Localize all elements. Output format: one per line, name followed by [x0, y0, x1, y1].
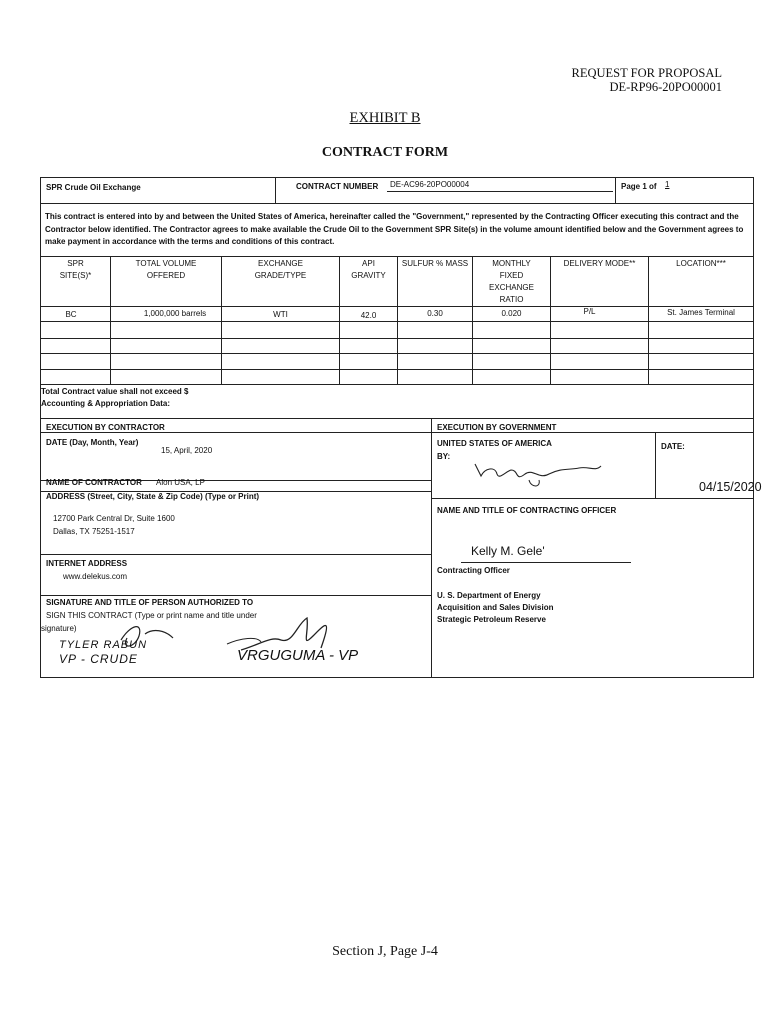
cell-sulfur: 0.30: [427, 309, 443, 318]
dept-line1: U. S. Department of Energy: [437, 591, 541, 600]
government-signature: [469, 458, 609, 492]
cell-grade: WTI: [273, 310, 288, 319]
handwritten-second-signer: VRGUGUMA - VP: [237, 647, 359, 664]
government-usa: UNITED STATES OF AMERICA: [437, 439, 552, 448]
col-header-ratio: MONTHLY FIXED EXCHANGE RATIO: [489, 259, 534, 304]
rfp-header-line1: REQUEST FOR PROPOSAL: [571, 66, 722, 80]
col-header-grade: EXCHANGE GRADE/TYPE: [254, 259, 307, 280]
dept-line3: Strategic Petroleum Reserve: [437, 615, 546, 624]
exhibit-title: EXHIBIT B: [349, 110, 421, 126]
rfp-header: [571, 66, 722, 94]
contract-intro-text: This contract is entered into by and between the United States of America, hereinafter called the "Government," represented by the Contracting Officer executing this contract and the Contractor below identified. The Contractor agrees to make available the Crude Oil to the Government SPR Site(s) in the volume amount identified below and the Government agrees to make payment in accordance with the terms and conditions of this contract.: [45, 212, 744, 246]
cell-volume: 1,000,000 barrels: [143, 309, 207, 318]
contractor-name-label: NAME OF CONTRACTOR: [46, 478, 142, 487]
exchange-name: SPR Crude Oil Exchange: [46, 183, 141, 192]
government-date-value: 04/15/2020: [699, 480, 762, 494]
page-label: Page 1 of: [621, 182, 657, 191]
signature-label-line2: SIGN THIS CONTRACT (Type or print name and title under: [46, 611, 257, 620]
col-header-location: LOCATION***: [676, 259, 726, 268]
government-date-label: DATE:: [661, 442, 685, 451]
contracting-officer-name: Kelly M. Gele': [471, 544, 545, 558]
signature-label-line1: SIGNATURE AND TITLE OF PERSON AUTHORIZED TO: [46, 598, 254, 607]
col-header-api: API GRAVITY: [351, 259, 386, 280]
contracting-officer-title: Contracting Officer: [437, 566, 510, 575]
internet-address-value: www.delekus.com: [63, 572, 128, 581]
contractor-date-value: 15, April, 2020: [161, 446, 213, 455]
rfp-header-line2: DE-RP96-20PO00001: [609, 80, 722, 94]
cell-delivery: P/L: [583, 307, 596, 316]
contractor-address-line2: Dallas, TX 75251-1517: [53, 527, 135, 536]
contract-number-value: DE-AC96-20PO00004: [390, 180, 470, 189]
form-title: CONTRACT FORM: [321, 145, 449, 160]
total-value-label: Total Contract value shall not exceed $: [41, 387, 189, 396]
contractor-name-value: Alon USA, LP: [156, 478, 205, 487]
cell-ratio: 0.020: [501, 309, 522, 318]
contractor-address-line1: 12700 Park Central Dr, Suite 1600: [53, 514, 175, 523]
contractor-address-label: ADDRESS (Street, City, State & Zip Code) (Type or Print): [46, 492, 260, 501]
contract-number-label: CONTRACT NUMBER: [296, 182, 379, 191]
col-header-volume: TOTAL VOLUME OFFERED: [135, 259, 197, 280]
cell-site: BC: [65, 310, 77, 319]
contracting-officer-label: NAME AND TITLE OF CONTRACTING OFFICER: [437, 506, 617, 515]
contractor-date-label: DATE (Day, Month, Year): [46, 438, 139, 447]
cell-api: 42.0: [360, 311, 377, 320]
page-total: 1: [665, 180, 670, 189]
col-header-site: SPR SITE(S)*: [59, 259, 92, 280]
cell-location: St. James Terminal: [667, 308, 735, 317]
government-by: BY:: [437, 452, 451, 461]
col-header-sulfur: SULFUR % MASS: [401, 259, 469, 268]
dept-line2: Acquisition and Sales Division: [437, 603, 554, 612]
col-header-delivery: DELIVERY MODE**: [563, 259, 636, 268]
government-section-title: EXECUTION BY GOVERNMENT: [437, 423, 557, 432]
accounting-label: Accounting & Appropriation Data:: [41, 399, 171, 408]
handwritten-name: TYLER RABUN: [59, 639, 148, 651]
contractor-section-title: EXECUTION BY CONTRACTOR: [46, 423, 165, 432]
contract-form: [40, 177, 762, 678]
signature-label-line3: signature): [41, 624, 77, 633]
handwritten-title: VP - CRUDE: [59, 652, 138, 666]
internet-address-label: INTERNET ADDRESS: [46, 559, 128, 568]
page-footer: Section J, Page J-4: [332, 944, 438, 959]
